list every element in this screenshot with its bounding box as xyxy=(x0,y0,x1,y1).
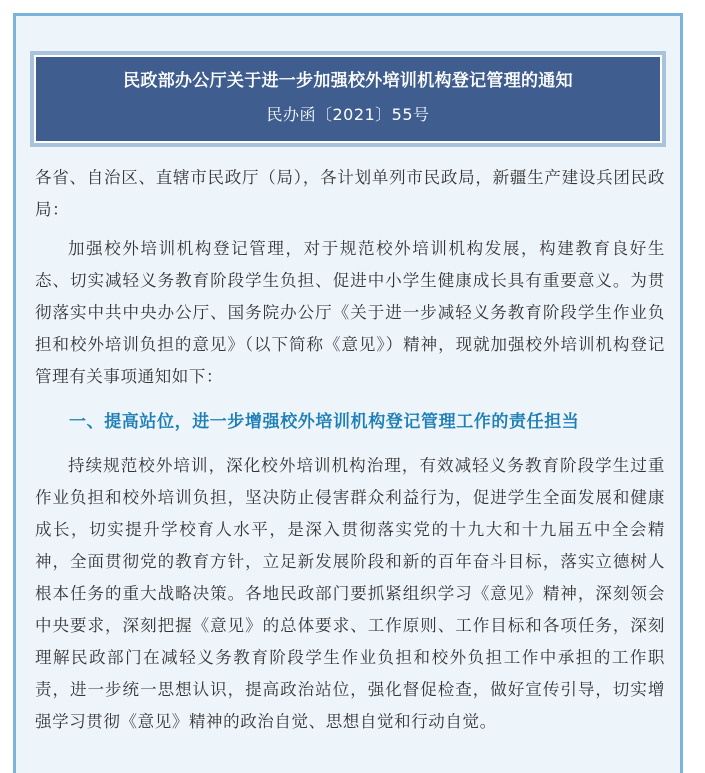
section-heading-1: 一、提高站位，进一步增强校外培训机构登记管理工作的责任担当 xyxy=(69,412,580,432)
section-1-paragraph: 持续规范校外培训，深化校外培训机构治理，有效减轻义务教育阶段学生过重作业负担和校外培训负担，坚决防止侵害群众利益行为，促进学生全面发展和健康成长，切实提升学校育人水平，是深入贯彻落实党的十九大和十九届五中全会精神，全面贯彻党的教育方针，立足新发展阶段和新的百年奋斗目标，落实立德树人根本任务的重大战略决策。各地民政部门要抓紧组织学习《意见》精神，深刻领会中央要求，深刻把握《意见》的总体要求、工作原则、工作目标和各项任务，深刻理解民政部门在减轻义务教育阶段学生作业负担和校外负担工作中承担的工作职责，进一步统一思想认识，提高政治站位，强化督促检查，做好宣传引导，切实增强学习贯彻《意见》精神的政治自觉、思想自觉和行动自觉。 xyxy=(35,456,665,731)
document-number: 民办函〔2021〕55号 xyxy=(266,105,430,124)
title-banner xyxy=(30,51,666,147)
salutation: 各省、自治区、直辖市民政厅（局），各计划单列市民政局，新疆生产建设兵团民政局： xyxy=(35,168,665,219)
title-banner-inner xyxy=(34,55,662,143)
document-body xyxy=(35,162,665,738)
document-title: 民政部办公厅关于进一步加强校外培训机构登记管理的通知 xyxy=(123,71,573,91)
intro-paragraph: 加强校外培训机构登记管理，对于规范校外培训机构发展，构建教育良好生态、切实减轻义务教育阶段学生负担、促进中小学生健康成长具有重要意义。为贯彻落实中共中央办公厅、国务院办公厅《关于进一步减轻义务教育阶段学生作业负担和校外培训负担的意见》（以下简称《意见》）精神，现就加强校外培训机构登记管理有关事项通知如下： xyxy=(35,239,665,386)
